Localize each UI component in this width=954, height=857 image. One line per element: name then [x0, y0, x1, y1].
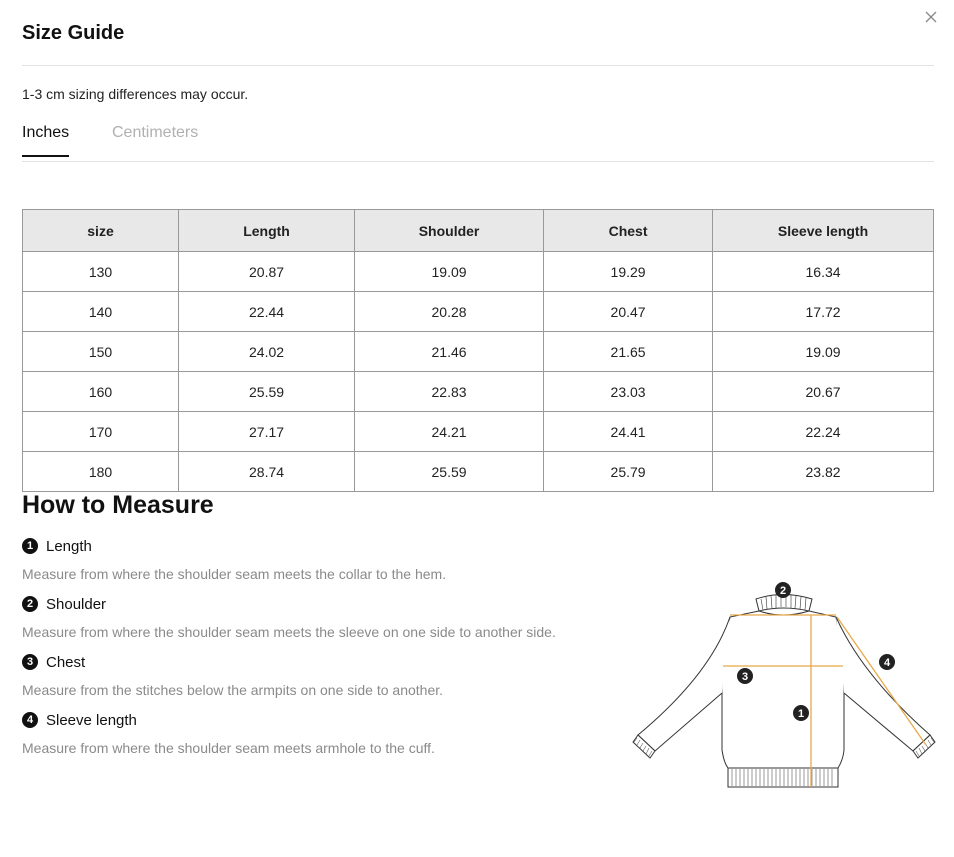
table-cell: 28.74	[179, 452, 355, 492]
table-cell: 20.67	[713, 372, 934, 412]
measure-item-desc: Measure from where the shoulder seam meets the sleeve on one side to another side.	[22, 624, 556, 640]
measure-item-desc: Measure from where the shoulder seam meets the collar to the hem.	[22, 566, 447, 582]
number-2-icon: 2	[22, 596, 38, 612]
measure-item-chest	[22, 653, 85, 671]
column-header: Shoulder	[355, 210, 544, 252]
unit-tabs	[22, 116, 934, 162]
measure-item-name: Sleeve length	[46, 711, 137, 729]
table-cell: 20.87	[179, 252, 355, 292]
svg-text:4: 4	[883, 657, 891, 669]
table-cell: 25.59	[355, 452, 544, 492]
table-cell: 20.28	[355, 292, 544, 332]
number-3-icon: 3	[22, 654, 38, 670]
table-cell: 22.24	[713, 412, 934, 452]
column-header: Length	[179, 210, 355, 252]
measure-item-desc: Measure from where the shoulder seam meets armhole to the cuff.	[22, 740, 435, 756]
sweater-measurement-diagram	[630, 575, 940, 795]
column-header: Sleeve length	[713, 210, 934, 252]
table-row	[23, 332, 934, 372]
table-row	[23, 372, 934, 412]
divider	[22, 65, 934, 66]
table-cell: 21.46	[355, 332, 544, 372]
measure-item-name: Shoulder	[46, 595, 107, 613]
table-cell: 25.59	[179, 372, 355, 412]
svg-text:2: 2	[779, 585, 787, 597]
table-cell: 21.65	[544, 332, 713, 372]
measure-item-sleeve	[22, 711, 137, 729]
measure-item-shoulder	[22, 595, 106, 613]
column-header: size	[23, 210, 179, 252]
modal-title: Size Guide	[22, 22, 125, 44]
table-cell: 19.09	[713, 332, 934, 372]
table-cell: 19.09	[355, 252, 544, 292]
table-cell: 23.82	[713, 452, 934, 492]
how-to-measure-heading: How to Measure	[22, 491, 214, 519]
number-1-icon: 1	[22, 538, 38, 554]
table-cell: 20.47	[544, 292, 713, 332]
close-button[interactable]	[920, 6, 942, 28]
table-cell: 19.29	[544, 252, 713, 292]
table-cell: 180	[23, 452, 179, 492]
svg-text:1: 1	[797, 708, 805, 720]
table-header-row	[23, 210, 934, 252]
measure-item-desc: Measure from the stitches below the armpits on one side to another.	[22, 682, 444, 698]
svg-text:3: 3	[741, 671, 749, 683]
close-icon	[920, 6, 942, 28]
table-cell: 24.21	[355, 412, 544, 452]
tab-centimeters[interactable]: Centimeters	[112, 124, 198, 156]
table-cell: 23.03	[544, 372, 713, 412]
table-cell: 130	[23, 252, 179, 292]
table-cell: 24.02	[179, 332, 355, 372]
table-cell: 25.79	[544, 452, 713, 492]
table-row	[23, 252, 934, 292]
table-cell: 24.41	[544, 412, 713, 452]
table-row	[23, 452, 934, 492]
table-cell: 17.72	[713, 292, 934, 332]
sizing-note: 1-3 cm sizing differences may occur.	[22, 86, 249, 102]
table-cell: 160	[23, 372, 179, 412]
table-cell: 27.17	[179, 412, 355, 452]
column-header: Chest	[544, 210, 713, 252]
measure-item-name: Length	[46, 537, 92, 555]
size-table	[22, 209, 934, 492]
table-cell: 22.44	[179, 292, 355, 332]
tab-inches[interactable]: Inches	[22, 124, 69, 156]
table-cell: 140	[23, 292, 179, 332]
number-4-icon: 4	[22, 712, 38, 728]
table-row	[23, 412, 934, 452]
measure-item-length	[22, 537, 92, 555]
table-cell: 170	[23, 412, 179, 452]
table-cell: 16.34	[713, 252, 934, 292]
measure-item-name: Chest	[46, 653, 86, 671]
table-cell: 150	[23, 332, 179, 372]
table-cell: 22.83	[355, 372, 544, 412]
table-row	[23, 292, 934, 332]
